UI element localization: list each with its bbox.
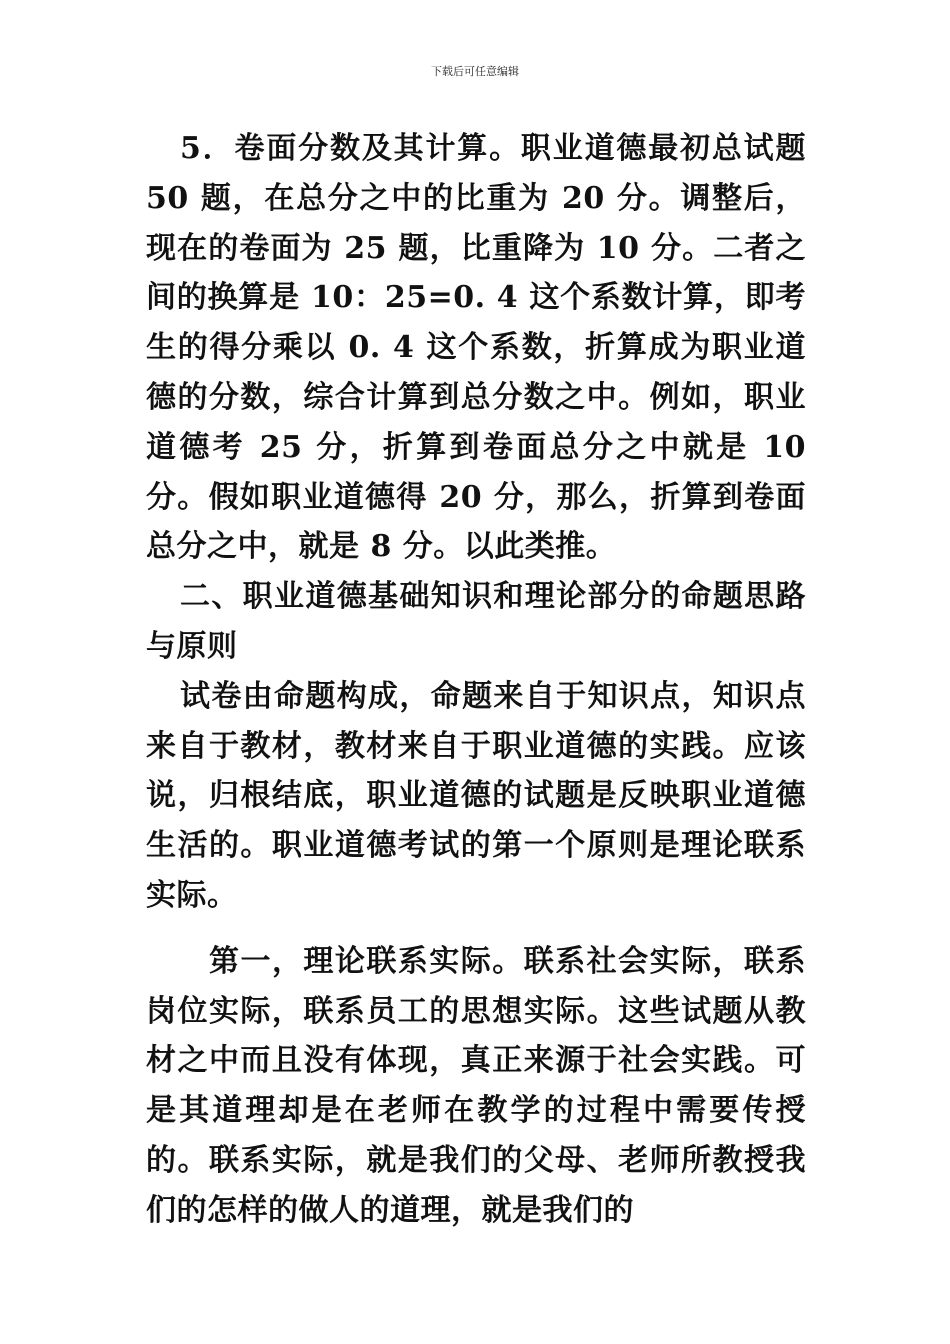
section-heading-two: 二、职业道德基础知识和理论部分的命题思路与原则 <box>146 579 806 664</box>
paragraph-score-calculation: 5．卷面分数及其计算。职业道德最初总试题 50 题，在总分之中的比重为 20 分。调整后，现在的卷面为 25 题，比重降为 10 分。二者之间的换算是 10：25=0. 4 这个系数计算，即考生的得分乘以 0. 4 这个系数，折算成为职业道德的分数，综合计算到总分数之中。例如，职业道德考 25 分，折算到卷面总分之中就是 10 分。假如职业道德得 20 分，那么，折算到卷面总分之中，就是 8 分。以此类推。 <box>146 131 806 565</box>
page-header-note: 下载后可任意编辑 <box>431 65 519 78</box>
paragraph-first-principle: 第一，理论联系实际。联系社会实际，联系岗位实际，联系员工的思想实际。这些试题从教材之中而且没有体现，真正来源于社会实践。可是其道理却是在老师在教学的过程中需要传授的。联系实际，就是我们的父母、老师所教授我们的怎样的做人的道理，就是我们的 <box>146 943 806 1228</box>
document-body <box>146 124 806 1236</box>
paragraph-exam-principle: 试卷由命题构成，命题来自于知识点，知识点来自于教材，教材来自于职业道德的实践。应该说，归根结底，职业道德的试题是反映职业道德生活的。职业道德考试的第一个原则是理论联系实际。 <box>146 678 806 913</box>
